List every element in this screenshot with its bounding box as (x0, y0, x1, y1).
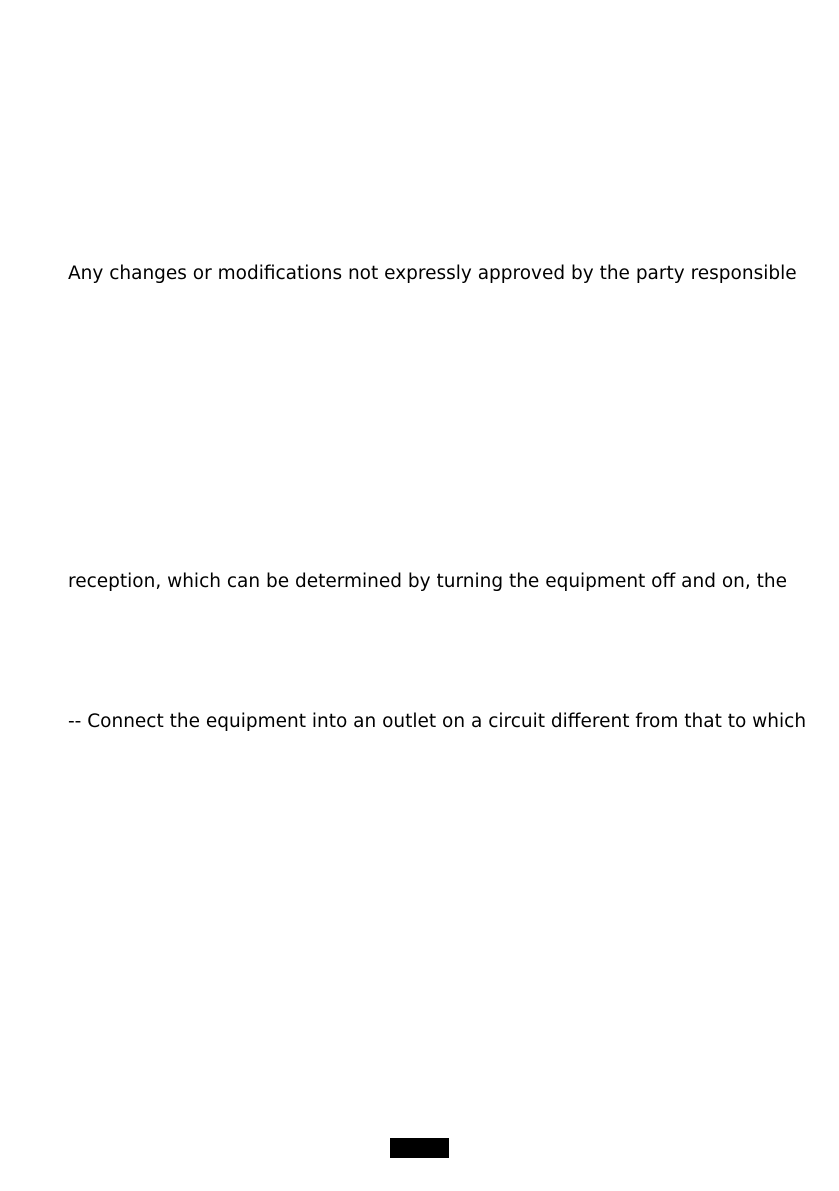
text-line-reception: reception, which can be determined by turning the equipment off and on, the (68, 571, 787, 592)
text-line-connect-equipment: -- Connect the equipment into an outlet on a circuit different from that to which (68, 711, 807, 732)
page-number-redaction-block (390, 1138, 449, 1158)
text-line-changes-modifications: Any changes or modifications not expressly approved by the party responsible (68, 263, 797, 284)
